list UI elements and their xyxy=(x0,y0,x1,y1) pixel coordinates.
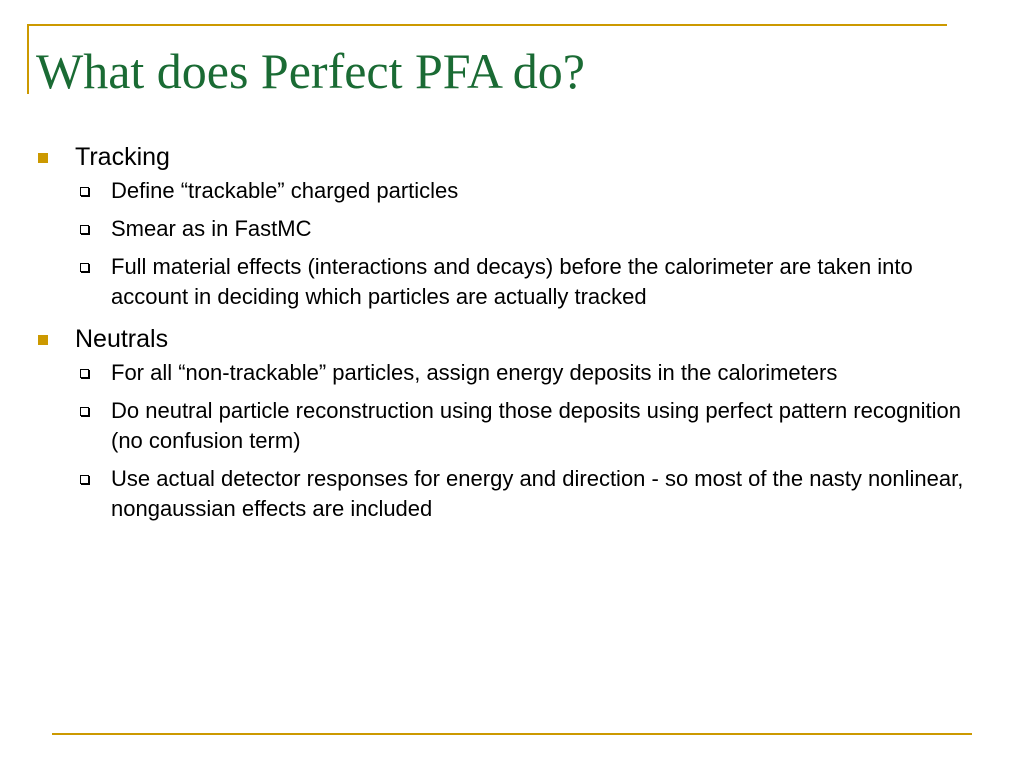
sub-bullet-item xyxy=(0,214,1024,244)
top-gold-rule xyxy=(27,24,947,26)
sub-bullet-item xyxy=(0,252,1024,312)
hollow-square-bullet-icon xyxy=(80,187,89,196)
sub-bullet-text: Smear as in FastMC xyxy=(111,216,312,241)
sub-bullet-item xyxy=(0,464,1024,524)
bullet-label: Tracking xyxy=(75,143,170,171)
sub-bullet-text: Use actual detector responses for energy and direction - so most of the nasty nonlinear, nongaussian effects are included xyxy=(111,466,964,521)
hollow-square-bullet-icon xyxy=(80,225,89,234)
square-bullet-icon xyxy=(38,153,48,163)
sub-bullet-text: Define “trackable” charged particles xyxy=(111,178,459,203)
slide-body xyxy=(0,138,1024,532)
sub-bullet-text: Full material effects (interactions and decays) before the calorimeter are taken into account in deciding which particles are actually tracked xyxy=(111,254,913,309)
bottom-gold-rule xyxy=(52,733,972,735)
sub-bullet-item xyxy=(0,176,1024,206)
hollow-square-bullet-icon xyxy=(80,369,89,378)
hollow-square-bullet-icon xyxy=(80,407,89,416)
bullet-tracking xyxy=(0,138,1024,312)
square-bullet-icon xyxy=(38,335,48,345)
hollow-square-bullet-icon xyxy=(80,263,89,272)
hollow-square-bullet-icon xyxy=(80,475,89,484)
sub-bullet-list xyxy=(0,176,1024,312)
bullet-list xyxy=(0,138,1024,524)
bullet-label: Neutrals xyxy=(75,325,169,353)
sub-bullet-text: For all “non-trackable” particles, assign energy deposits in the calorimeters xyxy=(111,360,838,385)
sub-bullet-item xyxy=(0,396,1024,456)
sub-bullet-item xyxy=(0,358,1024,388)
bullet-neutrals xyxy=(0,320,1024,524)
sub-bullet-list xyxy=(0,358,1024,524)
sub-bullet-text: Do neutral particle reconstruction using those deposits using perfect pattern recognition (no confusion term) xyxy=(111,398,961,453)
slide-title: What does Perfect PFA do? xyxy=(36,43,585,99)
left-gold-rule xyxy=(27,24,29,94)
